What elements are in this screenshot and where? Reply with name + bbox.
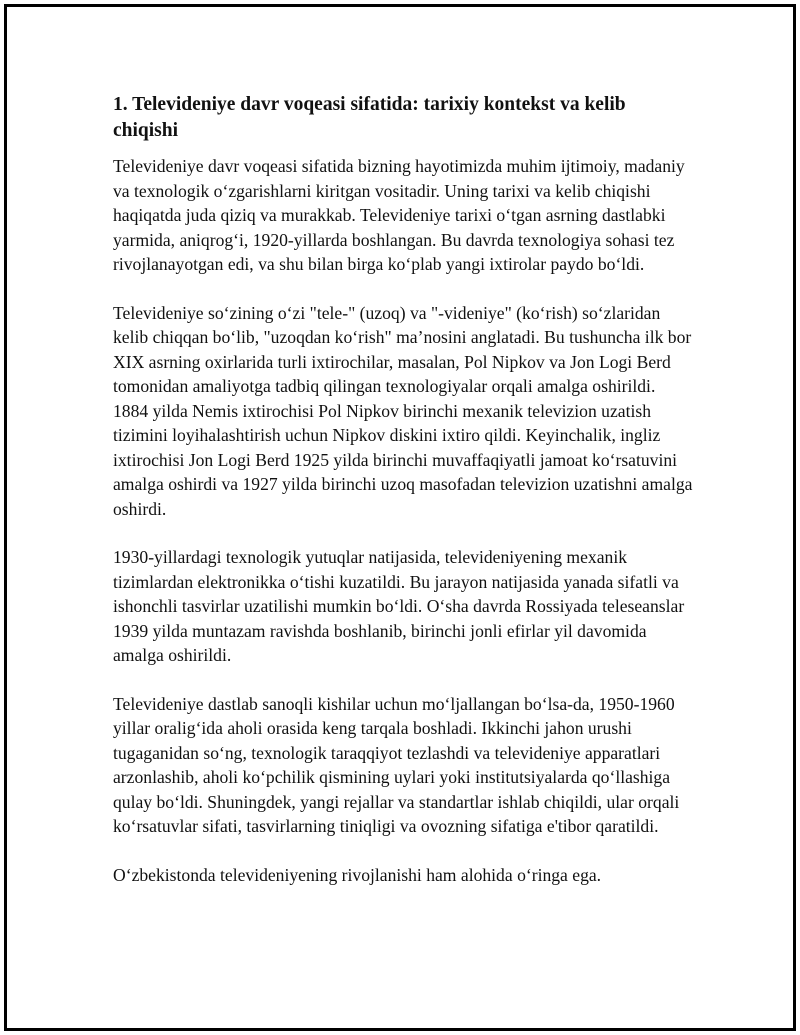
paragraph-5: O‘zbekistonda televideniyening rivojlanishi ham alohida o‘ringa ega. bbox=[113, 864, 602, 885]
paragraph-3: 1930-yillardagi texnologik yutuqlar natijasida, televideniyening mexanik tizimlardan elektronikka o‘tishi kuzatildi. Bu jarayon natijasida yanada sifatli va ishonchli tasvirlar uzatilishi mumkin bo‘ldi. O‘sha davrda Rossiyada teleseanslar 1939 yilda muntazam ravishda boshlanib, birinchi jonli efirlar yil davomida amalga oshirildi. bbox=[113, 547, 685, 665]
paragraph-1: Televideniye davr voqeasi sifatida bizning hayotimizda muhim ijtimoiy, madaniy va texnologik o‘zgarishlarni kiritgan vositadir. Uning tarixi va kelib chiqishi haqiqatda juda qiziq va murakkab. Televideniye tarixi o‘tgan asrning dastlabki yarmida, aniqrog‘i, 1920-yillarda boshlangan. Bu davrda texnologiya sohasi tez rivojlanayotgan edi, va shu bilan birga ko‘plab yangi ixtirolar paydo bo‘ldi. bbox=[113, 156, 685, 274]
section-title: 1. Televideniye davr voqeasi sifatida: tarixiy kontekst va kelib chiqishi bbox=[113, 94, 626, 141]
paragraph-2: Televideniye so‘zining o‘zi "tele-" (uzoq) va "-videniye" (ko‘rish) so‘zlaridan kelib chiqqan bo‘lib, "uzoqdan ko‘rish" ma’nosini anglatadi. Bu tushuncha ilk bor XIX asrning oxirlarida turli ixtirochilar, masalan, Pol Nipkov va Jon Logi Berd tomonidan amaliyotga tadbiq qilingan texnologiyalar orqali amalga oshirildi. 1884 yilda Nemis ixtirochisi Pol Nipkov birinchi mexanik televizion uzatish tizimini loyihalashtirish uchun Nipkov diskini ixtiro qildi. Keyinchalik, ingliz ixtirochisi Jon Logi Berd 1925 yilda birinchi muvaffaqiyatli jamoat ko‘rsatuvini amalga oshirdi va 1927 yilda birinchi uzoq masofadan televizion uzatishni amalga oshirdi. bbox=[113, 302, 693, 519]
document-body bbox=[113, 92, 693, 911]
paragraph-4: Televideniye dastlab sanoqli kishilar uchun mo‘ljallangan bo‘lsa-da, 1950-1960 yillar oralig‘ida aholi orasida keng tarqala boshladi. Ikkinchi jahon urushi tugaganidan so‘ng, texnologik taraqqiyot tezlashdi va televideniye apparatlari arzonlashib, aholi ko‘pchilik qismining uylari yoki institutsiyalarda qo‘llashiga qulay bo‘ldi. Shuningdek, yangi rejallar va standartlar ishlab chiqildi, ular orqali ko‘rsatuvlar sifati, tasvirlarning tiniqligi va ovozning sifatiga e'tibor qaratildi. bbox=[113, 693, 680, 836]
